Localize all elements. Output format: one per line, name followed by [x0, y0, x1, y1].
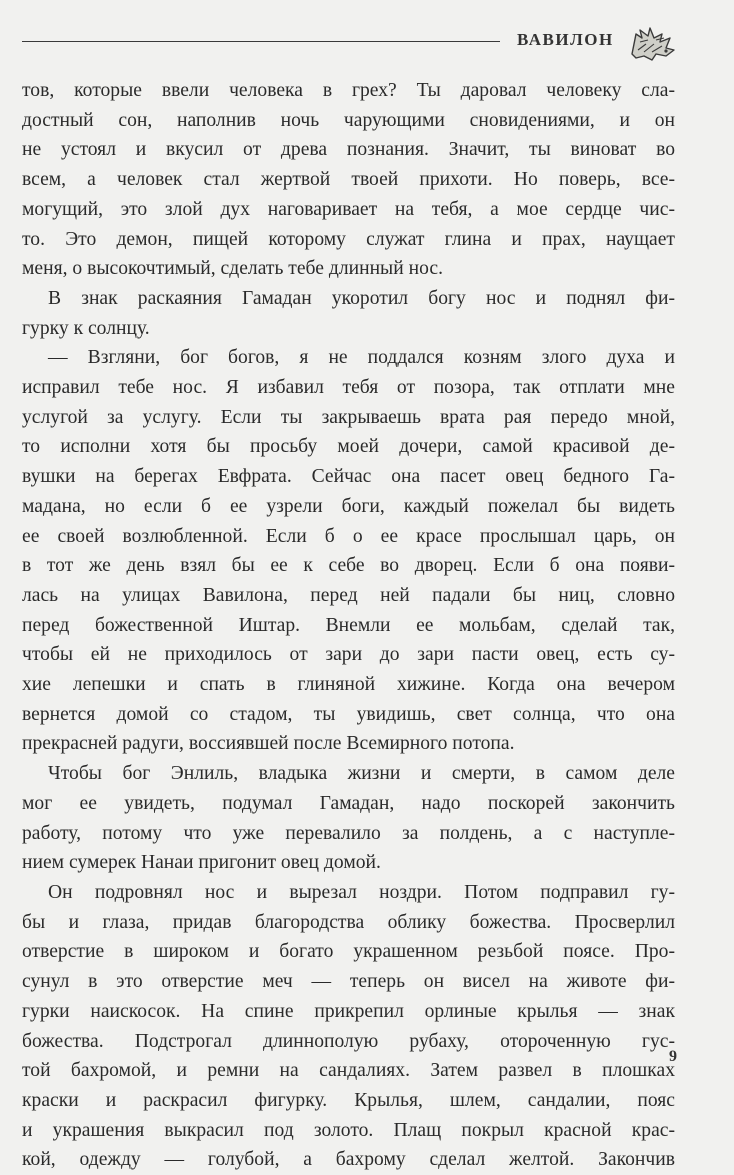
text-line: ее своей возлюбленной. Если б о ее красе прослышал царь, он	[22, 525, 675, 547]
text-line: — Взгляни, бог богов, я не поддался козням злого духа и	[48, 347, 675, 369]
text-line: Чтобы бог Энлиль, владыка жизни и смерти, в самом деле	[48, 763, 675, 785]
body-text	[22, 76, 675, 1175]
text-line: тов, которые ввели человека в грех? Ты даровал человеку сла-	[22, 80, 675, 101]
text-line: исправил тебе нос. Я избавил тебя от позора, так отплати мне	[22, 377, 675, 399]
page-number: 9	[669, 1048, 677, 1065]
text-line: В знак раскаяния Гамадан укоротил богу нос и поднял фи-	[48, 287, 675, 309]
text-line: мадана, но если б ее узрели боги, каждый пожелал бы видеть	[22, 495, 675, 517]
text-line: не устоял и вкусил от древа познания. Значит, ты виноват во	[22, 139, 675, 161]
text-line: достный сон, наполнив ночь чарующими сновидениями, и он	[22, 109, 675, 131]
text-line: мог ее увидеть, подумал Гамадан, надо поскорей закончить	[22, 792, 675, 814]
text-line: могущий, это злой дух наговаривает на тебя, а мое сердце чис-	[22, 198, 675, 220]
text-line: кой, одежду — голубой, а бахрому сделал желтой. Закончив	[22, 1149, 675, 1171]
text-line: чтобы ей не приходилось от зари до зари пасти овец, есть су-	[22, 644, 675, 666]
text-line: той бахромой, и ремни на сандалиях. Затем развел в плошках	[22, 1060, 675, 1082]
text-line: то исполни хотя бы просьбу моей дочери, самой красивой де-	[22, 436, 675, 458]
running-header	[22, 24, 712, 64]
text-line: лась на улицах Вавилона, перед ней падали бы ниц, словно	[22, 584, 675, 606]
text-line: услугой за услугу. Если ты закрываешь врата рая передо мной,	[22, 406, 675, 428]
text-line: бы и глаза, придав благородства облику божества. Просверлил	[22, 911, 675, 933]
header-rule	[22, 41, 500, 42]
text-line: в тот же день взял бы ее к себе во дворец. Если б она появи-	[22, 555, 675, 577]
text-line: перед божественной Иштар. Внемли ее мольбам, сделай так,	[22, 614, 675, 636]
text-line: всем, а человек стал жертвой твоей прихоти. Но поверь, все-	[22, 169, 675, 191]
text-line: нием сумерек Нанаи пригонит овец домой.	[22, 852, 381, 874]
text-line: вушки на берегах Евфрата. Сейчас она пасет овец бедного Га-	[22, 466, 675, 488]
text-line: хие лепешки и спать в глиняной хижине. Когда она вечером	[22, 674, 675, 696]
text-line: меня, о высокочтимый, сделать тебе длинный нос.	[22, 258, 443, 280]
text-line: вернется домой со стадом, ты увидишь, свет солнца, что она	[22, 703, 675, 725]
text-line: то. Это демон, пищей которому служат глина и прах, наущает	[22, 228, 675, 250]
text-line: Он подровнял нос и вырезал ноздри. Потом подправил гу-	[48, 881, 675, 903]
text-line: сунул в это отверстие меч — теперь он висел на животе фи-	[22, 971, 675, 993]
text-line: работу, потому что уже перевалило за полдень, а с наступле-	[22, 822, 675, 844]
text-line: гурки наискосок. На спине прикрепил орлиные крылья — знак	[22, 1000, 675, 1022]
text-line: божества. Подстрогал длиннополую рубаху, отороченную гус-	[22, 1030, 675, 1052]
text-line: краски и раскрасил фигурку. Крылья, шлем, сандалии, пояс	[22, 1089, 675, 1111]
running-title: ВАВИЛОН	[517, 30, 614, 49]
text-line: гурку к солнцу.	[22, 317, 150, 339]
winged-bull-emblem-icon	[626, 24, 678, 62]
text-line: и украшения выкрасил под золото. Плащ покрыл красной крас-	[22, 1119, 675, 1141]
text-line: прекрасней радуги, воссиявшей после Всемирного потопа.	[22, 733, 515, 755]
text-line: отверстие в широком и богато украшенном резьбой поясе. Про-	[22, 941, 675, 963]
